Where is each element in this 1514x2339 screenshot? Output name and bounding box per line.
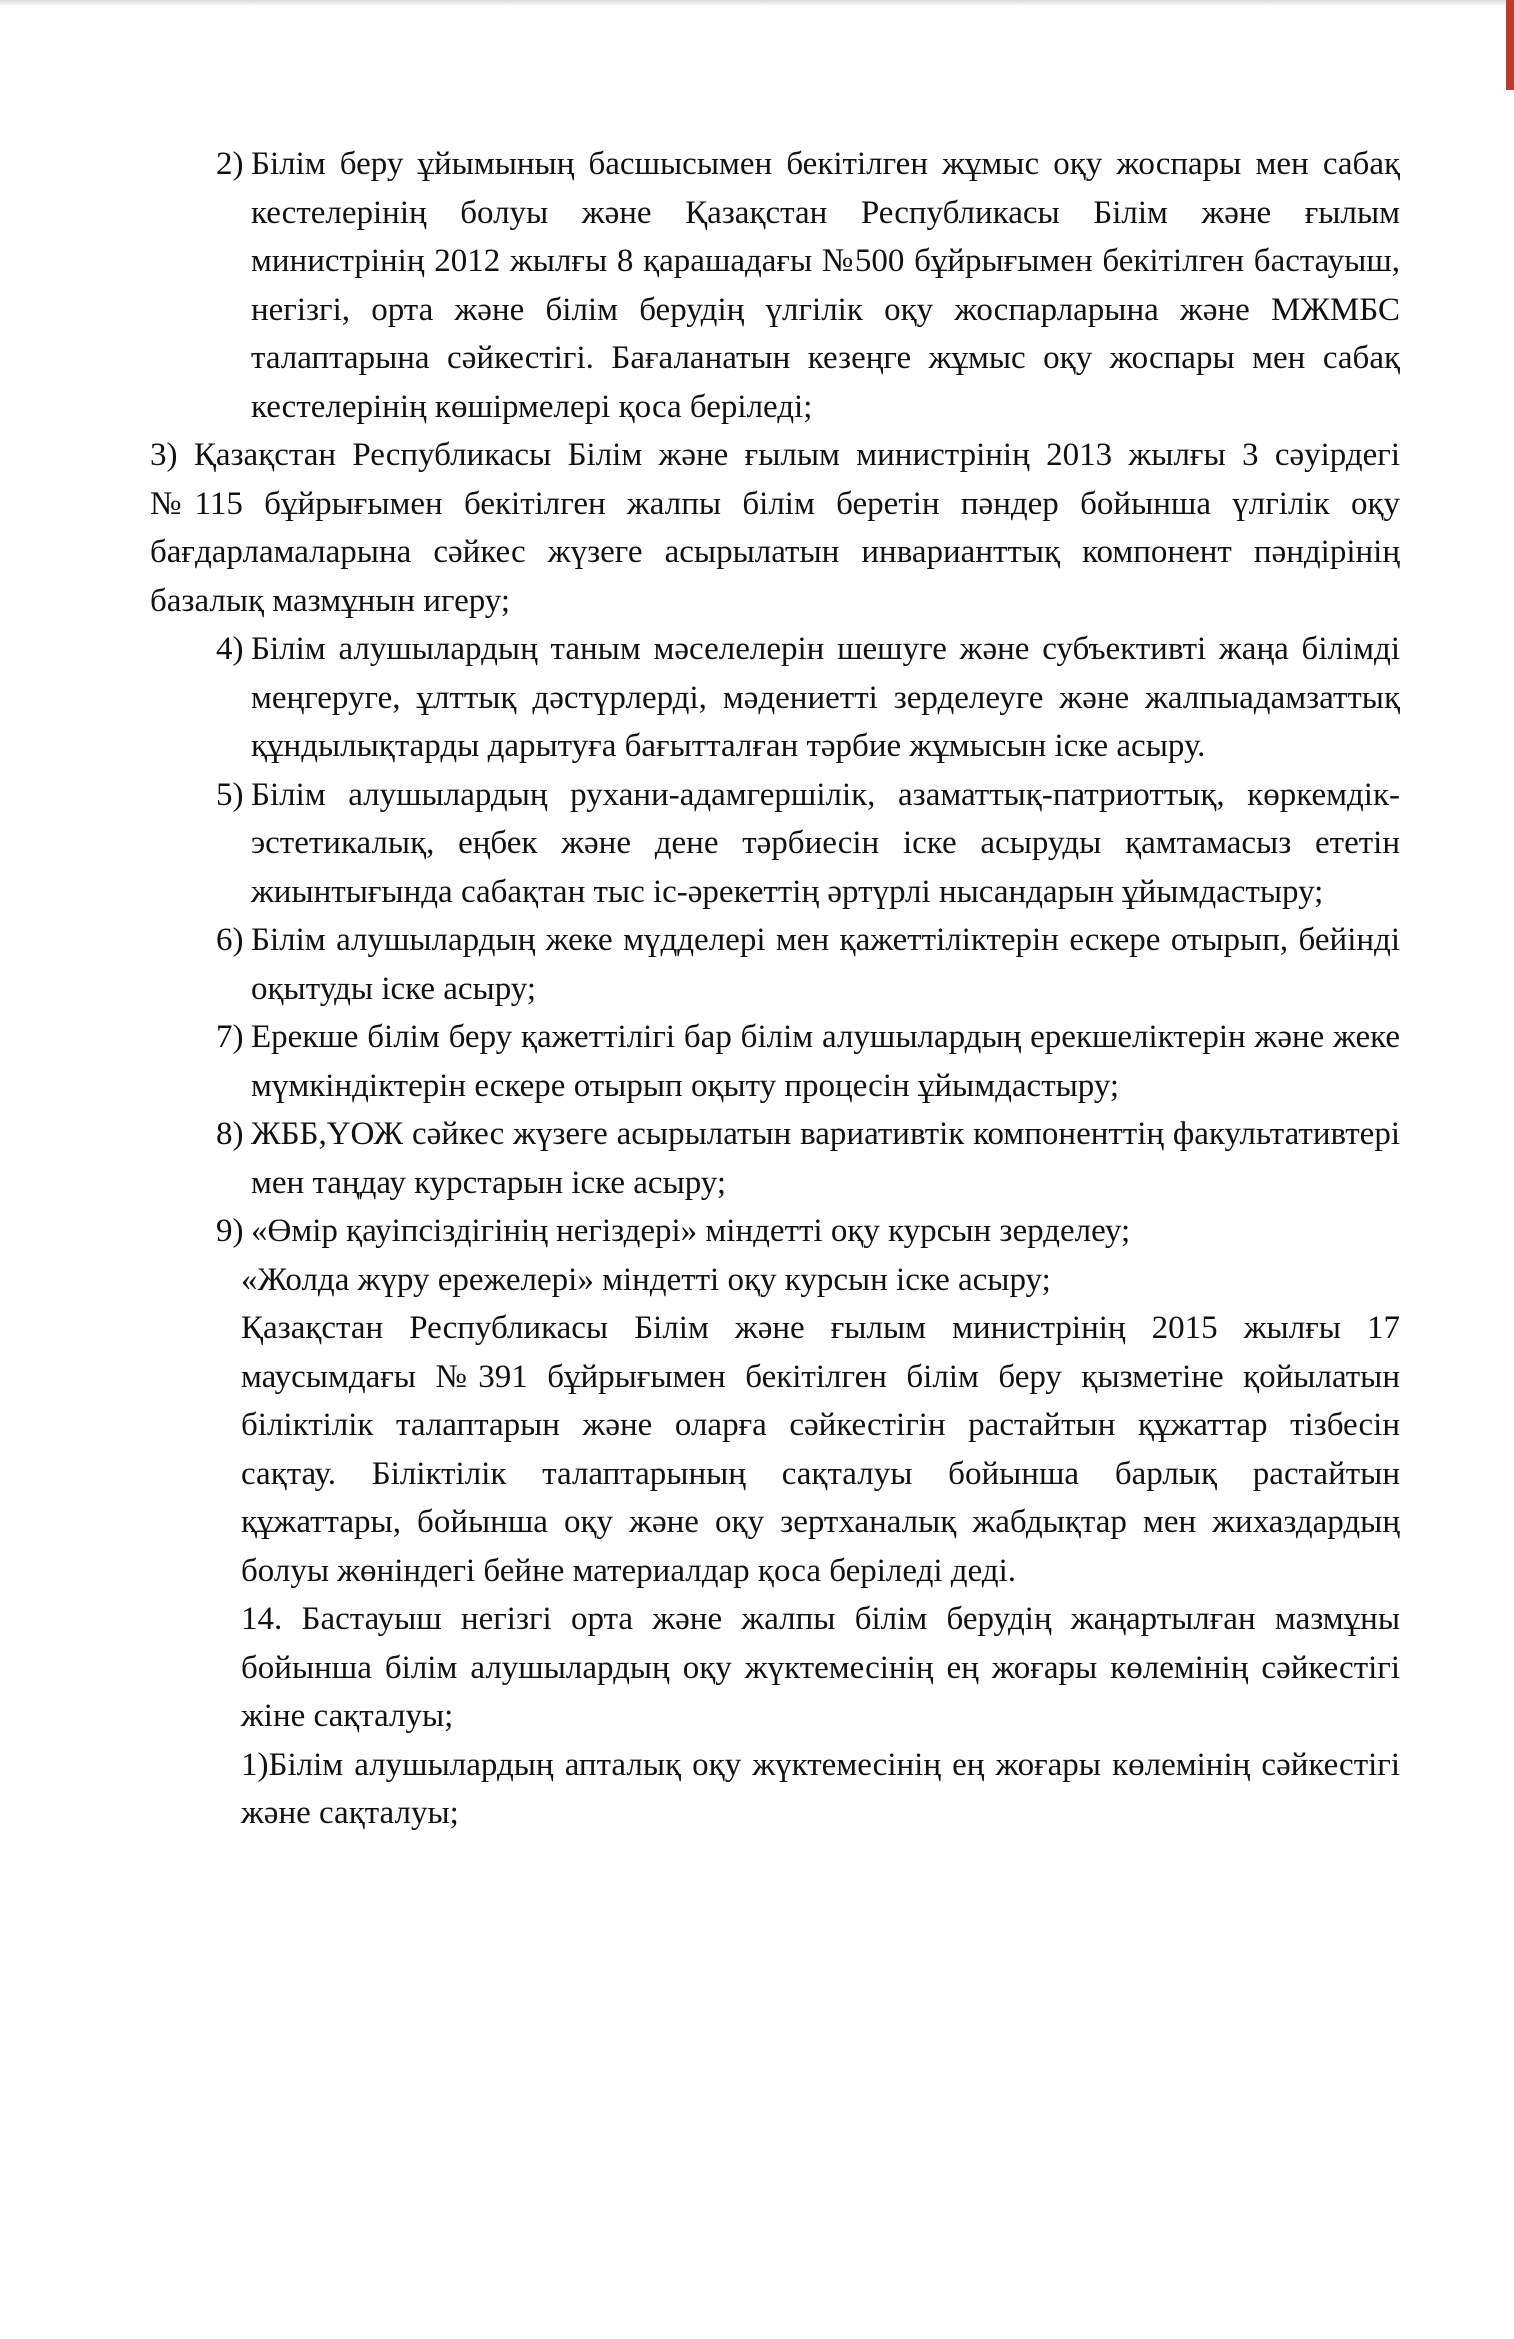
document-body — [150, 140, 1400, 1838]
list-item-text: ЖББ,ҮОЖ сәйкес жүзеге асырылатын вариативтік компоненттің факультативтері мен таңдау курстарын іске асыру; — [251, 1116, 1400, 1201]
list-item-4 — [150, 625, 1400, 771]
list-item-text: Білім алушылардың таным мәселелерін шешуге және субъективті жаңа білімді меңгеруге, ұлттық дәстүрлерді, мәдениетті зерделеуге және жалпыадамзаттық құндылықтарды дарытуға бағытталған тәрбие жұмысын іске асыру. — [251, 631, 1400, 764]
list-item-text: Ерекше білім беру қажеттілігі бар білім алушылардың ерекшеліктерін және жеке мүмкіндіктерін ескере отырып оқыту процесін ұйымдастыру; — [251, 1019, 1400, 1104]
list-item-2 — [150, 140, 1400, 431]
list-item-number: 8) — [216, 1116, 244, 1152]
list-item-3 — [150, 431, 1400, 625]
list-item-number: 6) — [216, 922, 244, 958]
list-item-number: 5) — [216, 776, 244, 813]
scan-side-mark — [1506, 0, 1514, 90]
list-item-number: 2) — [216, 146, 244, 182]
list-item-text: Білім алушылардың рухани-адамгершілік, азаматтық-патриоттық, көркемдік-эстетикалық, еңбек және дене тәрбиесін іске асыруды қамтамасыз ететін жиынтығында сабақтан тыс іс-әрекеттің әртүрлі нысандарын ұйымдастыру; — [251, 776, 1400, 910]
list-item-text: «Өмір қауіпсіздігінің негіздері» міндетті оқу курсын зерделеу; — [251, 1213, 1131, 1249]
list-item-text: Білім беру ұйымының басшысымен бекітілген жұмыс оқу жоспары мен сабақ кестелерінің болуы және Қазақстан Республикасы Білім және ғылым министрінің 2012 жылғы 8 қарашадағы №500 бұйрығымен бекітілген бастауыш, негізгі, орта және білім берудің үлгілік оқу жоспарларына және МЖМБС талаптарына сәйкестігі. Бағаланатын кезеңге жұмыс оқу жоспары мен сабақ кестелерінің көшірмелері қоса беріледі; — [251, 146, 1400, 425]
road-rules-paragraph: «Жолда жүру ережелері» міндетті оқу курсын іске асыру; — [241, 1261, 1051, 1298]
list-item-number: 9) — [216, 1213, 244, 1249]
list-item-9 — [150, 1207, 1400, 1256]
list-item-text: Қазақстан Республикасы Білім және ғылым министрінің 2013 жылғы 3 сәуірдегі №115 бұйрығымен бекітілген жалпы білім беретін пәндер бойынша үлгілік оқу бағдарламаларына сәйкес жүзеге асырылатын инварианттық компонент пәндірінің базалық мазмұнын игеру; — [150, 437, 1400, 619]
list-item-5 — [150, 771, 1400, 917]
list-item-number: 4) — [216, 631, 244, 667]
section-14-paragraph: 14. Бастауыш негізгі орта және жалпы білім берудің жаңартылған мазмұны бойынша білім алушылардың оқу жүктемесінің ең жоғары көлемінің сәйкестігі жіне сақталуы; — [241, 1601, 1400, 1734]
section-14-item-1: 1)Білім алушылардың апталық оқу жүктемесінің ең жоғары көлемінің сәйкестігі және сақталуы; — [241, 1746, 1400, 1831]
scan-top-edge — [0, 0, 1514, 6]
list-item-6 — [150, 916, 1400, 1013]
list-item-8 — [150, 1110, 1400, 1207]
list-item-7 — [150, 1013, 1400, 1110]
list-item-number: 3) — [150, 437, 178, 473]
qualification-paragraph: Қазақстан Республикасы Білім және ғылым министрінің 2015 жылғы 17 маусымдағы №391 бұйрығымен бекітілген білім беру қызметіне қойылатын біліктілік талаптарын және оларға сәйкестігін растайтын құжаттар тізбесін сақтау. Біліктілік талаптарының сақталуы бойынша барлық растайтын құжаттары, бойынша оқу және оқу зертханалық жабдықтар мен жихаздардың болуы жөніндегі бейне материалдар қоса беріледі деді. — [241, 1310, 1400, 1589]
list-item-number: 7) — [216, 1019, 244, 1055]
list-item-text: Білім алушылардың жеке мүдделері мен қажеттіліктерін ескере отырып, бейінді оқытуды іске асыру; — [251, 922, 1400, 1007]
